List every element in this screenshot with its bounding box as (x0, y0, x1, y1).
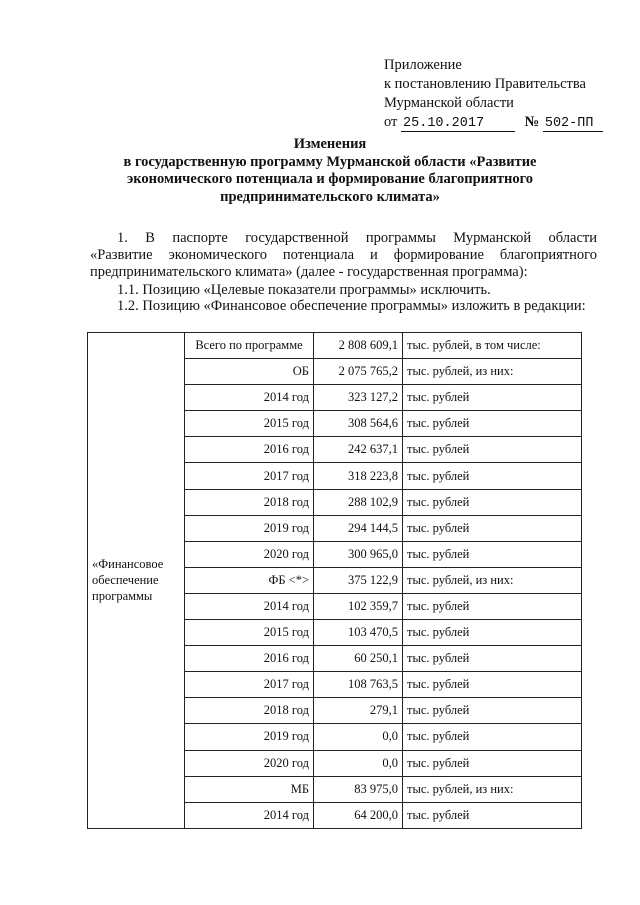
financing-table (87, 332, 582, 829)
item-key-cell: 2020 год (185, 750, 314, 776)
item-value-cell: 0,0 (314, 750, 403, 776)
item-value-cell: 308 564,6 (314, 411, 403, 437)
paragraph-1 (90, 230, 597, 281)
item-value-cell: 323 127,2 (314, 385, 403, 411)
item-key-cell: 2019 год (185, 724, 314, 750)
item-unit-cell: тыс. рублей (403, 724, 582, 750)
item-key-cell: 2016 год (185, 646, 314, 672)
title-line-4: предпринимательского климата» (220, 188, 440, 205)
item-value-cell: 279,1 (314, 698, 403, 724)
item-unit-cell: тыс. рублей (403, 750, 582, 776)
paragraph-1-2: 1.2. Позицию «Финансовое обеспечение программы» изложить в редакции: (117, 298, 586, 314)
item-key-cell: МБ (185, 776, 314, 802)
item-key-cell: 2014 год (185, 802, 314, 828)
document-title (60, 136, 600, 206)
appendix-date-line (384, 113, 603, 132)
item-value-cell: 0,0 (314, 724, 403, 750)
item-value-cell: 103 470,5 (314, 620, 403, 646)
title-line-1: Изменения (293, 136, 367, 152)
number-label: № (524, 114, 540, 130)
item-unit-cell: тыс. рублей (403, 802, 582, 828)
appendix-line-1: Приложение (384, 57, 462, 73)
item-unit-cell: тыс. рублей (403, 672, 582, 698)
paragraph-1-1: 1.1. Позицию «Целевые показатели программы» исключить. (117, 282, 491, 298)
item-key-cell: 2020 год (185, 541, 314, 567)
from-label: от (384, 114, 398, 130)
item-unit-cell: тыс. рублей (403, 437, 582, 463)
item-value-cell: 288 102,9 (314, 489, 403, 515)
paragraph-1-first-line: 1. В паспорте государственной программы Мурманской области (117, 230, 597, 246)
item-unit-cell: тыс. рублей (403, 541, 582, 567)
item-value-cell: 300 965,0 (314, 541, 403, 567)
item-unit-cell: тыс. рублей (403, 411, 582, 437)
item-value-cell: 318 223,8 (314, 463, 403, 489)
item-key-cell: 2014 год (185, 593, 314, 619)
item-key-cell: 2016 год (185, 437, 314, 463)
item-unit-cell: тыс. рублей (403, 620, 582, 646)
item-unit-cell: тыс. рублей, из них: (403, 567, 582, 593)
item-unit-cell: тыс. рублей (403, 489, 582, 515)
item-key-cell: 2018 год (185, 489, 314, 515)
document-date: 25.10.2017 (401, 117, 515, 132)
item-value-cell: 294 144,5 (314, 515, 403, 541)
item-key-cell: 2018 год (185, 698, 314, 724)
paragraph-1-rest: «Развитие экономического потенциала и формирование благоприятного предпринимательского климата» (далее - государственная программа): (90, 247, 597, 280)
item-unit-cell: тыс. рублей, из них: (403, 776, 582, 802)
item-unit-cell: тыс. рублей, в том числе: (403, 333, 582, 359)
item-key-cell: 2015 год (185, 620, 314, 646)
item-unit-cell: тыс. рублей (403, 385, 582, 411)
item-key-cell: ФБ <*> (185, 567, 314, 593)
item-value-cell: 2 075 765,2 (314, 359, 403, 385)
appendix-line-2: к постановлению Правительства (384, 76, 586, 92)
table-row (88, 333, 582, 359)
item-unit-cell: тыс. рублей (403, 463, 582, 489)
appendix-block (384, 56, 603, 132)
item-unit-cell: тыс. рублей (403, 593, 582, 619)
item-key-cell: 2019 год (185, 515, 314, 541)
item-key-cell: 2015 год (185, 411, 314, 437)
title-line-3: экономического потенциала и формирование благоприятного (126, 171, 534, 187)
item-value-cell: 242 637,1 (314, 437, 403, 463)
item-unit-cell: тыс. рублей (403, 646, 582, 672)
appendix-line-3: Мурманской области (384, 95, 514, 111)
item-value-cell: 64 200,0 (314, 802, 403, 828)
row-label-cell: «Финансовое обеспечение программы (88, 333, 185, 829)
item-value-cell: 2 808 609,1 (314, 333, 403, 359)
item-value-cell: 102 359,7 (314, 593, 403, 619)
item-key-cell: Всего по программе (185, 333, 314, 359)
document-number: 502-ПП (543, 117, 603, 132)
item-key-cell: ОБ (185, 359, 314, 385)
item-value-cell: 108 763,5 (314, 672, 403, 698)
item-key-cell: 2017 год (185, 672, 314, 698)
title-line-2: в государственную программу Мурманской области «Развитие (123, 153, 537, 170)
item-value-cell: 60 250,1 (314, 646, 403, 672)
item-unit-cell: тыс. рублей (403, 515, 582, 541)
item-unit-cell: тыс. рублей, из них: (403, 359, 582, 385)
item-key-cell: 2017 год (185, 463, 314, 489)
item-key-cell: 2014 год (185, 385, 314, 411)
item-unit-cell: тыс. рублей (403, 698, 582, 724)
item-value-cell: 375 122,9 (314, 567, 403, 593)
item-value-cell: 83 975,0 (314, 776, 403, 802)
financing-table-body (88, 333, 582, 829)
